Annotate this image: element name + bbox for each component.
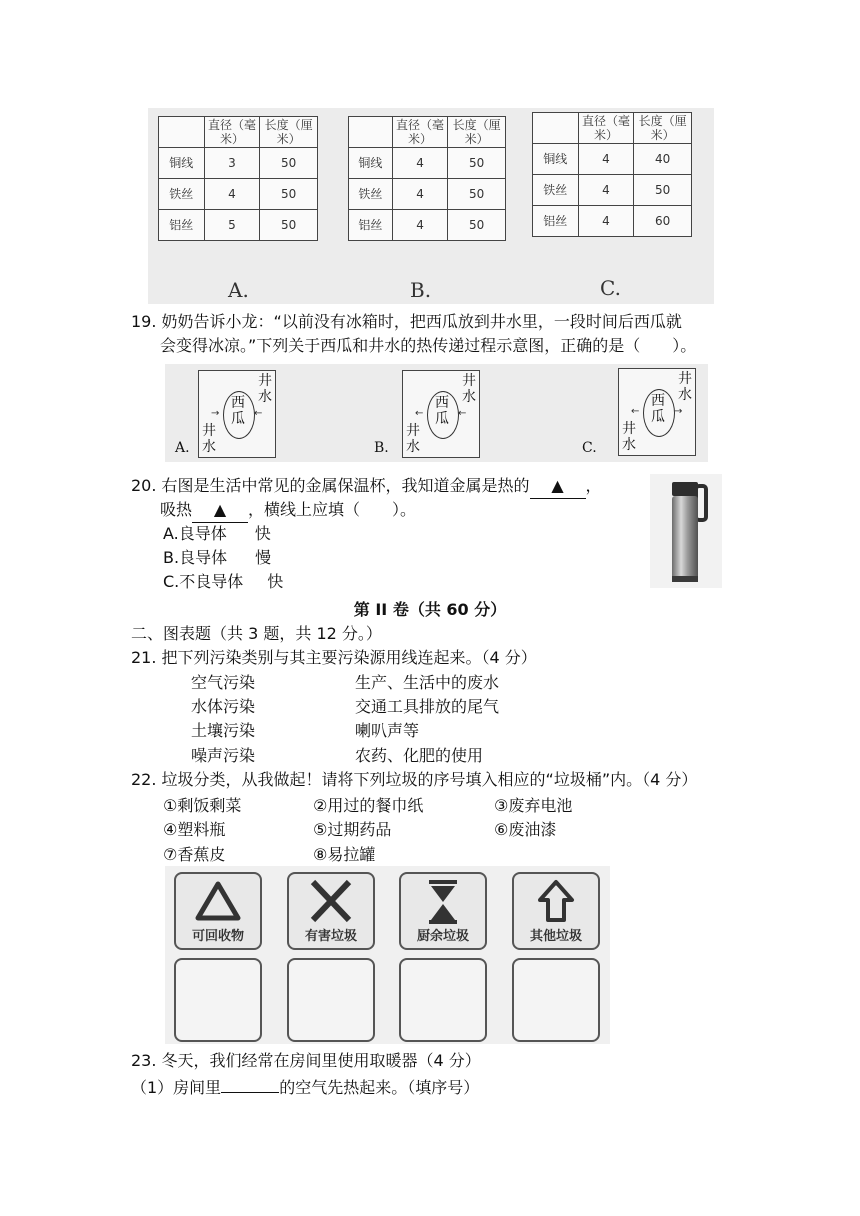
table-header-diameter: 直径（毫米）: [392, 117, 448, 148]
section-heading: 二、图表题（共 3 题，共 12 分。）: [131, 624, 382, 643]
q22-item: ⑤过期药品: [313, 820, 392, 839]
table-option-c: [532, 112, 692, 237]
bin-kitchen-answer[interactable]: [399, 958, 487, 1042]
answer-blank[interactable]: [221, 1074, 279, 1093]
thermos-cup-image: [650, 474, 722, 588]
table-cell: 60: [634, 206, 692, 237]
q21-left-item: 空气污染: [191, 673, 256, 692]
table-header-length: 长度（厘米）: [448, 117, 506, 148]
table-cell: 4: [578, 144, 634, 175]
well-water-label: 井水: [406, 423, 420, 455]
table-cell: 铜线: [159, 148, 205, 179]
heat-option-a-label: A.: [175, 440, 190, 456]
table-cell: 5: [204, 210, 260, 241]
q22-item: ⑦香蕉皮: [163, 845, 226, 864]
table-cell: 50: [634, 175, 692, 206]
bin-recyclable-answer[interactable]: [174, 958, 262, 1042]
thermos-cup-icon: [650, 474, 722, 588]
watermelon-label: 西瓜: [231, 395, 245, 427]
q21-prompt: 21. 把下列污染类别与其主要污染源用线连起来。（4 分）: [131, 648, 537, 667]
bin-recyclable: 可回收物: [174, 872, 262, 950]
q23-sub1: （1）房间里 的空气先热起来。（填序号）: [131, 1074, 479, 1100]
q20-option-b: B.良导体 慢: [163, 548, 272, 567]
table-cell: 4: [578, 175, 634, 206]
well-water-label: 井水: [678, 371, 692, 403]
bin-hazardous-answer[interactable]: [287, 958, 375, 1042]
table-cell: 50: [260, 148, 318, 179]
table-cell: 铜线: [349, 148, 393, 179]
q22-item: ⑧易拉罐: [313, 845, 376, 864]
heat-diagram-b: [402, 370, 480, 458]
table-cell: 4: [392, 179, 448, 210]
arrow-in-left-icon: →: [211, 408, 220, 419]
answer-blank: ▲: [192, 498, 248, 523]
table-cell: 50: [260, 210, 318, 241]
table-header-diameter: 直径（毫米）: [204, 117, 260, 148]
q19-line1: 19. 奶奶告诉小龙：“以前没有冰箱时，把西瓜放到井水里，一段时间后西瓜就: [131, 312, 682, 331]
heat-diagram-a: [198, 370, 276, 458]
watermelon-label: 西瓜: [435, 395, 449, 427]
table-header-diameter: 直径（毫米）: [578, 113, 634, 144]
q22-item: ②用过的餐巾纸: [313, 796, 424, 815]
bin-kitchen: 厨余垃圾: [399, 872, 487, 950]
q23-prompt: 23. 冬天，我们经常在房间里使用取暖器（4 分）: [131, 1051, 481, 1070]
table-cell: 铁丝: [349, 179, 393, 210]
table-option-b-label: B.: [410, 278, 432, 302]
q22-item: ⑥废油漆: [494, 820, 557, 839]
table-cell: 40: [634, 144, 692, 175]
table-cell: 4: [578, 206, 634, 237]
q20-option-c: C.不良导体 快: [163, 572, 284, 591]
table-cell: 4: [204, 179, 260, 210]
arrow-out-left-icon: ←: [631, 406, 640, 417]
q19-line2: 会变得冰凉。”下列关于西瓜和井水的热传递过程示意图，正确的是（ ）。: [160, 336, 697, 355]
watermelon-label: 西瓜: [651, 393, 665, 425]
table-cell: 铜线: [533, 144, 579, 175]
table-cell: 铁丝: [159, 179, 205, 210]
heat-option-c-label: C.: [582, 440, 597, 456]
q21-right-item: 生产、生活中的废水: [355, 673, 500, 692]
q21-right-item: 喇叭声等: [355, 721, 420, 740]
table-cell: 50: [448, 210, 506, 241]
table-cell: 3: [204, 148, 260, 179]
answer-blank: ▲: [530, 474, 586, 499]
q22-item: ①剩饭剩菜: [163, 796, 242, 815]
table-cell: 50: [448, 179, 506, 210]
q21-right-item: 农药、化肥的使用: [355, 746, 484, 765]
q20-line2: 吸热 ▲ ，横线上应填（ ）。: [160, 498, 416, 523]
table-cell: 50: [260, 179, 318, 210]
q21-left-item: 噪声污染: [191, 746, 256, 765]
table-cell: 4: [392, 148, 448, 179]
table-cell: 50: [448, 148, 506, 179]
table-header-length: 长度（厘米）: [634, 113, 692, 144]
heat-diagram-c: [618, 368, 696, 456]
arrow-out-left-icon: ←: [415, 408, 424, 419]
table-option-c-label: C.: [600, 276, 621, 300]
table-option-b: [348, 116, 506, 241]
q21-left-item: 水体污染: [191, 697, 256, 716]
table-option-a-label: A.: [228, 278, 249, 302]
well-water-label: 井水: [462, 373, 476, 405]
well-water-label: 井水: [258, 373, 272, 405]
q22-prompt: 22. 垃圾分类，从我做起！请将下列垃圾的序号填入相应的“垃圾桶”内。（4 分）: [131, 770, 698, 789]
q22-item: ③废弃电池: [494, 796, 573, 815]
q20-option-a: A.良导体 快: [163, 524, 271, 543]
arrow-in-right-icon: ←: [254, 408, 263, 419]
table-header-length: 长度（厘米）: [260, 117, 318, 148]
arrow-in-right-icon: ←: [458, 408, 467, 419]
well-water-label: 井水: [202, 423, 216, 455]
q22-item: ④塑料瓶: [163, 820, 226, 839]
heat-option-b-label: B.: [374, 440, 389, 456]
table-option-a: [158, 116, 318, 241]
bin-hazardous: 有害垃圾: [287, 872, 375, 950]
section-title: 第 II 卷（共 60 分）: [353, 600, 507, 619]
table-cell: 4: [392, 210, 448, 241]
table-cell: 铝丝: [349, 210, 393, 241]
table-cell: 铝丝: [533, 206, 579, 237]
bin-other-answer[interactable]: [512, 958, 600, 1042]
bin-other: 其他垃圾: [512, 872, 600, 950]
q21-right-item: 交通工具排放的尾气: [355, 697, 500, 716]
well-water-label: 井水: [622, 421, 636, 453]
q20-line1: 20. 右图是生活中常见的金属保温杯，我知道金属是热的 ▲ ，: [131, 474, 602, 499]
table-cell: 铝丝: [159, 210, 205, 241]
q21-left-item: 土壤污染: [191, 721, 256, 740]
table-cell: 铁丝: [533, 175, 579, 206]
arrow-out-right-icon: →: [674, 406, 683, 417]
